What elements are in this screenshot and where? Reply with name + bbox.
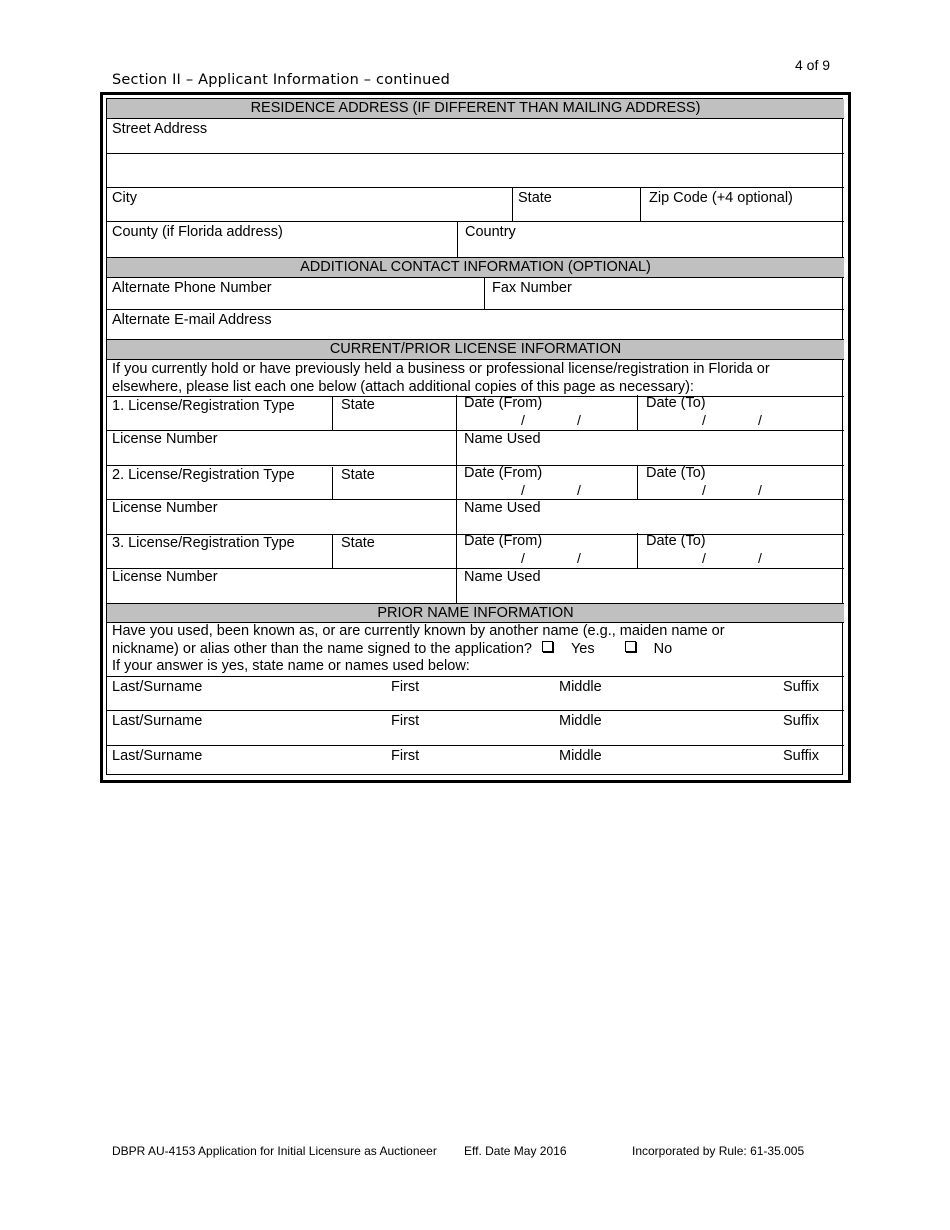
license-type-field-3[interactable] <box>107 535 332 568</box>
date-from-slash-a-3: / <box>521 550 525 566</box>
middle-name-label-2: Middle <box>559 713 602 729</box>
date-to-slash-b-2: / <box>758 482 762 498</box>
license-state-field-3[interactable] <box>332 535 456 568</box>
license-number-field-2[interactable] <box>107 500 456 534</box>
suffix-label-2: Suffix <box>783 713 820 729</box>
alt-phone-field[interactable] <box>107 278 484 309</box>
name-used-field-1[interactable] <box>456 431 844 465</box>
name-used-field-2[interactable] <box>456 500 844 534</box>
county-label: County (if Florida address) <box>112 224 283 240</box>
date-to-field-2[interactable] <box>637 465 844 499</box>
date-to-label-1: Date (To) <box>646 395 706 411</box>
prior-name-question-line1: Have you used, been known as, or are currently known by another name (e.g., maiden name or <box>112 623 725 639</box>
state-field[interactable] <box>512 188 640 221</box>
name-used-label-3: Name Used <box>464 569 541 585</box>
license-state-label-2: State <box>341 467 375 483</box>
street-address-field[interactable] <box>107 119 844 153</box>
license-number-label-3: License Number <box>112 569 218 585</box>
date-from-slash-b-3: / <box>577 550 581 566</box>
state-label: State <box>518 190 552 206</box>
license-number-row-1 <box>107 431 844 466</box>
date-from-slash-a-2: / <box>521 482 525 498</box>
license-entry-3 <box>107 535 844 569</box>
no-checkbox[interactable] <box>625 641 636 652</box>
form-inner <box>106 98 843 775</box>
name-used-label-2: Name Used <box>464 500 541 516</box>
license-number-row-2 <box>107 500 844 535</box>
license-number-field-1[interactable] <box>107 431 456 465</box>
contact-header: ADDITIONAL CONTACT INFORMATION (OPTIONAL) <box>107 258 844 278</box>
prior-name-row-2[interactable] <box>107 711 844 746</box>
prior-name-instruction: If your answer is yes, state name or names used below: <box>112 658 470 674</box>
name-used-label-1: Name Used <box>464 431 541 447</box>
street-address-label: Street Address <box>112 121 208 137</box>
city-field[interactable] <box>107 188 512 221</box>
license-type-label-2: 2. License/Registration Type <box>112 467 295 483</box>
county-field[interactable] <box>107 222 457 257</box>
footer-rule: Incorporated by Rule: 61-35.005 <box>632 1144 805 1158</box>
date-from-slash-b-1: / <box>577 412 581 428</box>
city-row <box>107 188 844 222</box>
license-number-field-3[interactable] <box>107 569 456 603</box>
license-state-field-1[interactable] <box>332 397 456 430</box>
zip-label: Zip Code (+4 optional) <box>649 190 793 206</box>
license-type-field-1[interactable] <box>107 398 332 430</box>
fax-label: Fax Number <box>492 280 572 296</box>
phone-row <box>107 278 844 310</box>
date-from-label-1: Date (From) <box>464 395 543 411</box>
license-type-label-1: 1. License/Registration Type <box>112 398 295 414</box>
county-row <box>107 222 844 258</box>
first-name-label-1: First <box>391 679 420 695</box>
last-name-label-2: Last/Surname <box>112 713 203 729</box>
yes-checkbox[interactable] <box>542 641 553 652</box>
date-to-label-2: Date (To) <box>646 465 706 481</box>
license-state-field-2[interactable] <box>332 467 456 499</box>
footer-form-title: DBPR AU-4153 Application for Initial Licensure as Auctioneer <box>112 1144 437 1158</box>
country-field[interactable] <box>457 222 844 257</box>
no-label: No <box>653 640 673 657</box>
email-row <box>107 310 844 340</box>
date-to-field-1[interactable] <box>637 395 844 430</box>
alt-phone-label: Alternate Phone Number <box>112 280 272 296</box>
name-used-field-3[interactable] <box>456 569 844 603</box>
residence-header: RESIDENCE ADDRESS (IF DIFFERENT THAN MAILING ADDRESS) <box>107 99 844 119</box>
date-to-slash-a-1: / <box>702 412 706 428</box>
middle-name-label-3: Middle <box>559 748 602 764</box>
date-from-slash-b-2: / <box>577 482 581 498</box>
alt-email-label: Alternate E-mail Address <box>112 312 272 328</box>
license-type-field-2[interactable] <box>107 467 332 499</box>
license-entry-1 <box>107 397 844 431</box>
first-name-label-2: First <box>391 713 420 729</box>
prior-name-row-1[interactable] <box>107 677 844 711</box>
license-intro: If you currently hold or have previously held a business or professional license/registration in Florida or elsewhere, please list each one below (attach additional copies of this page as necessary): <box>107 360 844 397</box>
date-from-field-1[interactable] <box>456 395 637 430</box>
date-from-slash-a-1: / <box>521 412 525 428</box>
page-number: 4 of 9 <box>795 57 831 73</box>
section-title: Section II – Applicant Information – continued <box>112 72 451 88</box>
license-number-label-1: License Number <box>112 431 218 447</box>
license-type-label-3: 3. License/Registration Type <box>112 535 295 551</box>
last-name-label-3: Last/Surname <box>112 748 203 764</box>
footer-eff-date: Eff. Date May 2016 <box>464 1144 567 1158</box>
fax-field[interactable] <box>484 278 844 309</box>
country-label: Country <box>465 224 516 240</box>
license-entry-2 <box>107 466 844 500</box>
yes-label: Yes <box>570 640 595 657</box>
prior-name-row-3[interactable] <box>107 746 844 775</box>
suffix-label-3: Suffix <box>783 748 820 764</box>
license-number-label-2: License Number <box>112 500 218 516</box>
city-label: City <box>112 190 137 206</box>
street-address-line2[interactable] <box>107 154 844 188</box>
license-state-label-3: State <box>341 535 375 551</box>
date-to-slash-b-3: / <box>758 550 762 566</box>
form-frame <box>100 92 851 783</box>
last-name-label-1: Last/Surname <box>112 679 203 695</box>
date-from-label-3: Date (From) <box>464 533 543 549</box>
license-number-row-3 <box>107 569 844 604</box>
date-to-slash-a-3: / <box>702 550 706 566</box>
alt-email-field[interactable] <box>107 310 844 339</box>
license-header: CURRENT/PRIOR LICENSE INFORMATION <box>107 340 844 360</box>
suffix-label-1: Suffix <box>783 679 820 695</box>
date-from-label-2: Date (From) <box>464 465 543 481</box>
date-to-field-3[interactable] <box>637 533 844 568</box>
prior-name-question-line2: nickname) or alias other than the name signed to the application? <box>112 640 532 657</box>
middle-name-label-1: Middle <box>559 679 602 695</box>
prior-name-question-line2-row <box>112 641 839 659</box>
prior-name-header: PRIOR NAME INFORMATION <box>107 604 844 623</box>
zip-field[interactable] <box>640 188 844 221</box>
prior-name-question <box>107 623 844 677</box>
license-state-label-1: State <box>341 397 375 413</box>
date-to-slash-b-1: / <box>758 412 762 428</box>
date-from-field-3[interactable] <box>456 533 637 568</box>
date-to-label-3: Date (To) <box>646 533 706 549</box>
date-to-slash-a-2: / <box>702 482 706 498</box>
date-from-field-2[interactable] <box>456 465 637 499</box>
first-name-label-3: First <box>391 748 420 764</box>
street-address-row <box>107 119 844 154</box>
